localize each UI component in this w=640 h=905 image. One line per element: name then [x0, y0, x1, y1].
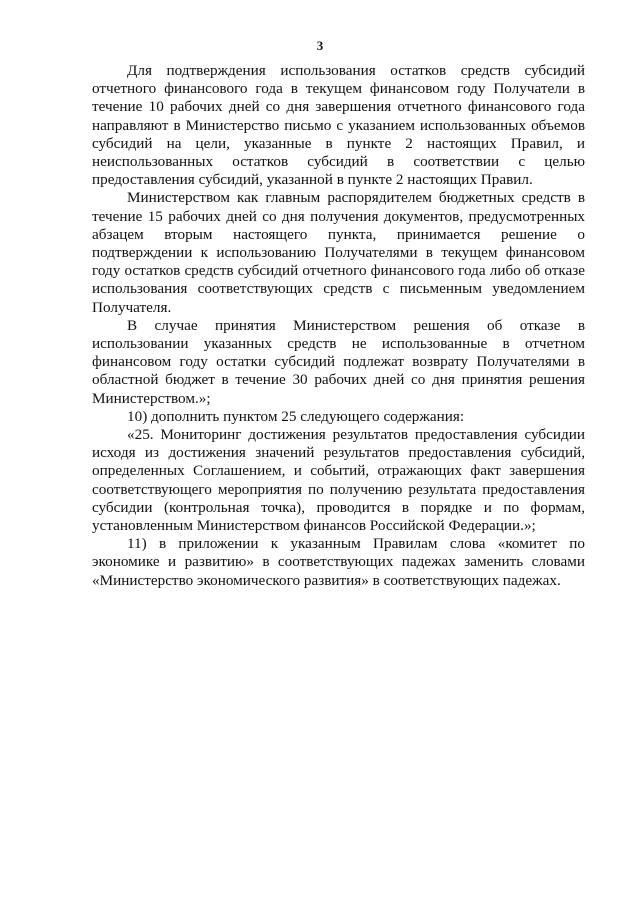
- paragraph-refusal-return: В случае принятия Министерством решения об отказе в использовании указанных средств не использованные в отчетном финансовом году остатки субсидий подлежат возврату Получателями в областной бюджет в течение 30 рабочих дней со дня принятия решения Министерством.»;: [92, 316, 585, 407]
- paragraph-ministry-decision: Министерством как главным распорядителем бюджетных средств в течение 15 рабочих дней со дня получения документов, предусмотренных абзацем вторым настоящего пункта, принимается решение о подтверждении к использованию Получателями в текущем финансовом году остатков средств субсидий отчетного финансового года либо об отказе использования соответствующих средств с письменным уведомлением Получателя.: [92, 189, 585, 316]
- paragraph-item-25-monitoring: «25. Мониторинг достижения результатов предоставления субсидии исходя из достижения значений результатов предоставления субсидий, определенных Соглашением, и событий, отражающих факт завершения соответствующего мероприятия по получению результата предоставления субсидии (контрольная точка), проводится в порядке и по формам, установленным Министерством финансов Российской Федерации.»;: [92, 426, 585, 535]
- page-number: 3: [316, 38, 324, 53]
- paragraph-confirmation-letter: Для подтверждения использования остатков средств субсидий отчетного финансового года в текущем финансовом году Получатели в течение 10 рабочих дней со дня завершения отчетного финансового года направляют в Министерство письмо с указанием использованных объемов субсидий на цели, указанные в пункте 2 настоящих Правил, и неиспользованных остатков субсидий в соответствии с целью предоставления субсидий, указанной в пункте 2 настоящих Правил.: [92, 62, 585, 189]
- paragraph-amendment-10: 10) дополнить пунктом 25 следующего содержания:: [127, 407, 465, 425]
- document-body: [92, 62, 585, 590]
- paragraph-amendment-11: 11) в приложении к указанным Правилам слова «комитет по экономике и развитию» в соответствующих падежах заменить словами «Министерство экономического развития» в соответствующих падежах.: [92, 535, 585, 589]
